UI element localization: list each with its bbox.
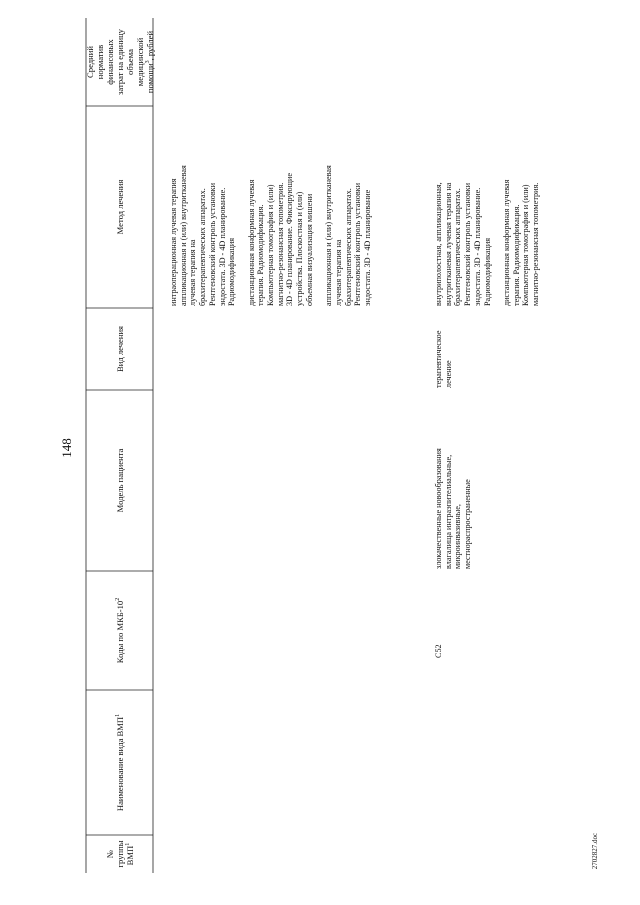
treatment-method-cell [434, 106, 552, 306]
method-line: Компьютерная томография и (или) [521, 184, 531, 306]
treatment-type-line: терапевтическое [434, 330, 443, 388]
patient-model-line: злокачественные новообразования [434, 448, 443, 569]
method-line: 3D - 4D планирование. Фиксирующие [285, 173, 295, 306]
patient-model-line: микроинвазивные, [453, 504, 463, 569]
method-line: терапия. Радиомодификация. [511, 204, 521, 306]
icd-code-cell [434, 598, 448, 658]
method-line: Радиомодификация [482, 238, 492, 306]
paragraph-gap [492, 106, 502, 306]
header-icd-codes [86, 571, 153, 690]
header-vmp-name-text: Наименование вида ВМП [114, 716, 125, 812]
header-group-no [86, 835, 153, 873]
method-line: аппликационная и (или) внутритканевая [178, 165, 188, 306]
document-footer: 2702827.doc [591, 832, 599, 870]
method-line: лучевая терапия на [333, 239, 343, 306]
header-patient-model [86, 390, 153, 571]
header-group-no-line1: № [104, 849, 115, 859]
header-vmp-name [86, 690, 153, 835]
method-line: объемная визуализация мишени [304, 193, 314, 306]
method-line: брахитерапевтических аппаратах. [198, 188, 208, 306]
method-line: терапия. Радиомодификация. [256, 204, 266, 306]
paragraph-gap [315, 106, 325, 306]
method-line: эндостата. 3D - 4D планирование [363, 189, 373, 306]
method-line: интраоперационная лучевая терапия [169, 178, 178, 306]
header-cost-line6: медицинской [134, 37, 145, 87]
header-icd-codes-text: Коды по МКБ-10 [114, 600, 125, 664]
treatment-type-cell [434, 308, 456, 388]
footnote-mark: 1 [114, 713, 121, 717]
method-line: Компьютерная томография и (или) [266, 184, 276, 306]
method-line: внутриполостная, аппликационная, [434, 182, 443, 306]
method-line: устройства. Плоскостная и (или) [295, 191, 305, 306]
header-treatment-method [86, 106, 153, 308]
method-line: магнитно-резонансная топометрия. [531, 182, 541, 306]
method-line: эндостата. 3D - 4D планирование. [217, 187, 227, 306]
method-line: Рентгеновский контроль установки [353, 182, 363, 306]
method-line: Рентгеновский контроль установки [463, 182, 473, 306]
footnote-mark: 1 [124, 842, 131, 846]
header-cost-line4: затрат на единицу [114, 29, 125, 95]
header-group-no-line3: ВМП [124, 845, 135, 866]
patient-model-line: влагалища интраэпителиальные, [443, 454, 453, 569]
header-cost-line5: объема [124, 49, 135, 75]
method-line: дистанционная конформная лучевая [246, 179, 256, 306]
footnote-mark: 2 [114, 597, 121, 601]
method-line: эндостата. 3D - 4D планирование. [472, 187, 482, 306]
header-cost-line2: норматив [94, 44, 105, 80]
method-line: дистанционная конформная лучевая [501, 179, 511, 306]
patient-model-cell [434, 391, 476, 569]
header-treatment-method-text: Метод лечения [114, 179, 125, 235]
header-cost-line1: Средний [84, 46, 95, 78]
method-line: Рентгеновский контроль установки [207, 182, 217, 306]
rotated-table [86, 18, 566, 873]
method-line: внутритканевая лучевая терапия на [443, 182, 453, 306]
continuation-method-cell [169, 106, 384, 306]
method-line: брахитерапевтических аппаратах. [453, 188, 463, 306]
header-treatment-type [86, 308, 153, 390]
icd-code: C52 [434, 644, 443, 658]
method-line: Радиомодификация [227, 238, 237, 306]
page-number: 148 [59, 438, 74, 458]
header-treatment-type-text: Вид лечения [114, 325, 125, 373]
footnote-mark: 3 [144, 60, 151, 64]
method-line: брахитерапевтических аппаратах. [343, 188, 353, 306]
header-cost-line7: помощи [144, 63, 155, 94]
header-patient-model-text: Модель пациента [114, 448, 125, 513]
treatment-type-line: лечение [443, 360, 453, 388]
paragraph-gap [237, 106, 247, 306]
method-line: магнитно-резонансная топометрия. [275, 182, 285, 306]
header-cost-unit: , рублей [144, 30, 155, 61]
method-line: аппликационная и (или) внутритканевая [324, 165, 334, 306]
header-cost-line3: финансовых [104, 39, 115, 85]
header-group-no-line2: группы [114, 840, 125, 868]
patient-model-line: местнораспространенные [463, 479, 473, 569]
method-line: лучевая терапия на [188, 239, 198, 306]
header-cost [86, 18, 153, 106]
